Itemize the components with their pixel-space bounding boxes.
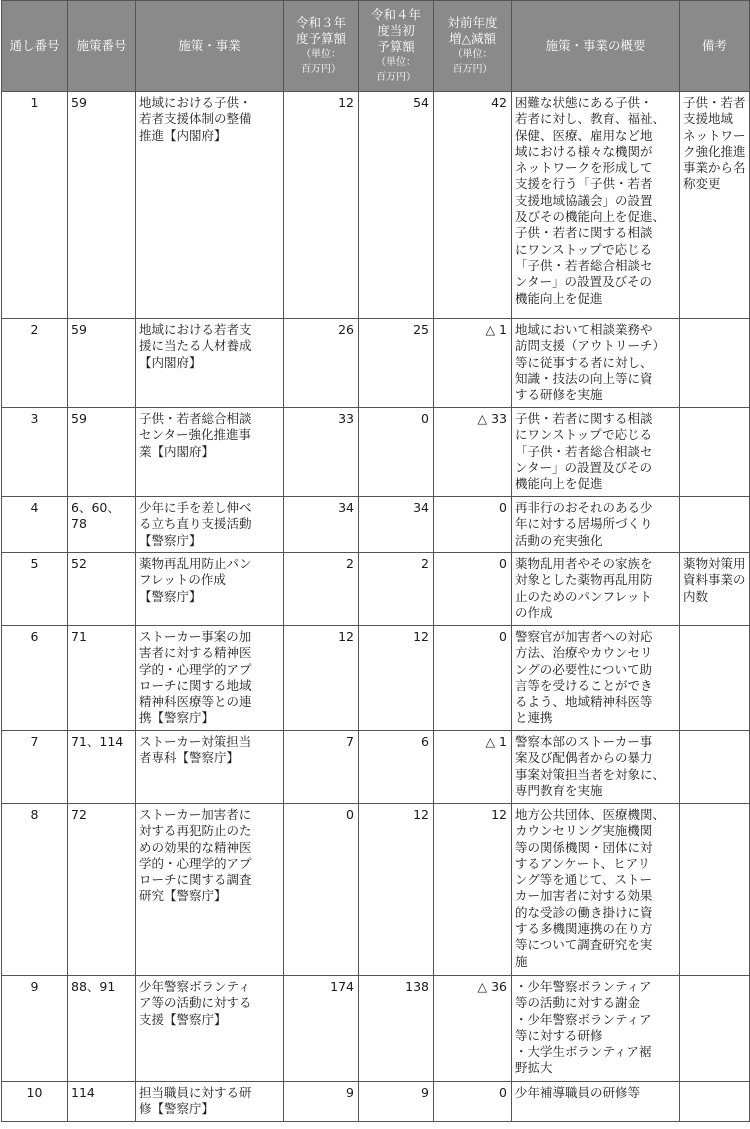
cell-serial-no: 10: [2, 1082, 68, 1122]
table-row: [2, 553, 750, 626]
cell-diff: 0: [434, 497, 512, 553]
cell-note: 子供・若者 支援地域 ネットワー ク強化推進 事業から名 称変更: [680, 92, 750, 319]
cell-r4-budget: 12: [359, 804, 434, 976]
cell-r4-budget: 2: [359, 553, 434, 626]
cell-summary: ・少年警察ボランティア 等の活動に対する謝金 ・少年警察ボランティア 等に対する研修 ・大学生ボランティア裾 野拡大: [512, 976, 680, 1082]
cell-summary: 地方公共団体、医療機関、 カウンセリング実施機関 等の関係機関・団体に対 するアンケート、ヒアリ ング等を通じて、ストー カー加害者に対する効果 的な受診の働き掛けに資 する多機関連携の在り方 等について調査研究を実 施: [512, 804, 680, 976]
cell-measure-name: ストーカー対策担当 者専科【警察庁】: [136, 731, 284, 804]
cell-measure-no: 71、114: [68, 731, 136, 804]
cell-diff: 42: [434, 92, 512, 319]
cell-r3-budget: 0: [284, 804, 359, 976]
cell-r3-budget: 12: [284, 92, 359, 319]
cell-note: [680, 804, 750, 976]
cell-measure-name: 薬物再乱用防止パン フレットの作成 【警察庁】: [136, 553, 284, 626]
cell-note: [680, 976, 750, 1082]
cell-r3-budget: 7: [284, 731, 359, 804]
cell-note: [680, 497, 750, 553]
cell-summary: 警察官が加害者への対応 方法、治療やカウンセリ ングの必要性について助 言等を受けることができ るよう、地域精神科医等 と連携: [512, 626, 680, 731]
cell-r3-budget: 174: [284, 976, 359, 1082]
cell-r4-budget: 54: [359, 92, 434, 319]
cell-measure-name: 少年に手を差し伸べ る立ち直り支援活動 【警察庁】: [136, 497, 284, 553]
budget-table: [1, 0, 750, 1122]
cell-r4-budget: 0: [359, 408, 434, 497]
header-row: [2, 1, 750, 92]
cell-summary: 少年補導職員の研修等: [512, 1082, 680, 1122]
cell-summary: 地域において相談業務や 訪問支援（アウトリーチ） 等に従事する者に対し、 知識・技法の向上等に資 する研修を実施: [512, 319, 680, 408]
cell-serial-no: 5: [2, 553, 68, 626]
table-row: [2, 804, 750, 976]
cell-diff: 12: [434, 804, 512, 976]
cell-r3-budget: 12: [284, 626, 359, 731]
cell-diff: △ 1: [434, 731, 512, 804]
cell-note: [680, 1082, 750, 1122]
cell-diff: △ 36: [434, 976, 512, 1082]
cell-diff: 0: [434, 1082, 512, 1122]
header-summary: 施策・事業の概要: [512, 1, 680, 92]
cell-summary: 再非行のおそれのある少 年に対する居場所づくり 活動の充実強化: [512, 497, 680, 553]
cell-measure-name: 子供・若者総合相談 センター強化推進事 業【内閣府】: [136, 408, 284, 497]
header-diff: 対前年度 増△減額 （単位： 百万円）: [434, 1, 512, 92]
cell-measure-no: 88、91: [68, 976, 136, 1082]
cell-serial-no: 3: [2, 408, 68, 497]
cell-summary: 困難な状態にある子供・ 若者に対し、教育、福祉、 保健、医療、雇用など地 域における様々な機関が ネットワークを形成して 支援を行う「子供・若者 支援地域協議会」の設置 及びその機能向上を促進、 子供・若者に関する相談 にワンストップで応じる 「子供・若者総合相談セ ンター」の設置及びその 機能向上を促進: [512, 92, 680, 319]
cell-summary: 薬物乱用者やその家族を 対象とした薬物再乱用防 止のためのパンフレット の作成: [512, 553, 680, 626]
cell-measure-name: ストーカー加害者に 対する再犯防止のた めの効果的な精神医 学的・心理学的アプ ローチに関する調査 研究【警察庁】: [136, 804, 284, 976]
cell-measure-name: ストーカー事案の加 害者に対する精神医 学的・心理学的アプ ローチに関する地域 精神科医療等との連 携【警察庁】: [136, 626, 284, 731]
cell-measure-name: 担当職員に対する研 修【警察庁】: [136, 1082, 284, 1122]
cell-measure-no: 52: [68, 553, 136, 626]
cell-diff: △ 33: [434, 408, 512, 497]
cell-r3-budget: 26: [284, 319, 359, 408]
cell-note: 薬物対策用 資料事業の 内数: [680, 553, 750, 626]
cell-serial-no: 8: [2, 804, 68, 976]
cell-r4-budget: 12: [359, 626, 434, 731]
cell-measure-name: 地域における子供・ 若者支援体制の整備 推進【内閣府】: [136, 92, 284, 319]
cell-r4-budget: 34: [359, 497, 434, 553]
cell-serial-no: 4: [2, 497, 68, 553]
table-row: [2, 319, 750, 408]
table-row: [2, 408, 750, 497]
cell-measure-name: 少年警察ボランティ ア等の活動に対する 支援【警察庁】: [136, 976, 284, 1082]
cell-summary: 子供・若者に関する相談 にワンストップで応じる 「子供・若者総合相談セ ンター」の設置及びその 機能向上を促進: [512, 408, 680, 497]
header-serial-no: 通し番号: [2, 1, 68, 92]
cell-r4-budget: 138: [359, 976, 434, 1082]
header-measure-no: 施策番号: [68, 1, 136, 92]
cell-note: [680, 408, 750, 497]
cell-measure-no: 59: [68, 408, 136, 497]
cell-r4-budget: 6: [359, 731, 434, 804]
cell-note: [680, 731, 750, 804]
cell-measure-no: 59: [68, 92, 136, 319]
cell-r3-budget: 34: [284, 497, 359, 553]
table-row: [2, 731, 750, 804]
cell-serial-no: 1: [2, 92, 68, 319]
cell-diff: 0: [434, 553, 512, 626]
cell-serial-no: 2: [2, 319, 68, 408]
cell-measure-name: 地域における若者支 援に当たる人材養成 【内閣府】: [136, 319, 284, 408]
cell-measure-no: 59: [68, 319, 136, 408]
cell-summary: 警察本部のストーカー事 案及び配偶者からの暴力 事案対策担当者を対象に、 専門教育を実施: [512, 731, 680, 804]
header-measure-name: 施策・事業: [136, 1, 284, 92]
cell-measure-no: 114: [68, 1082, 136, 1122]
cell-diff: 0: [434, 626, 512, 731]
header-r3-budget: 令和３年 度予算額 （単位： 百万円）: [284, 1, 359, 92]
cell-serial-no: 6: [2, 626, 68, 731]
table-row: [2, 92, 750, 319]
table-row: [2, 976, 750, 1082]
cell-measure-no: 72: [68, 804, 136, 976]
cell-note: [680, 626, 750, 731]
cell-measure-no: 71: [68, 626, 136, 731]
cell-r3-budget: 33: [284, 408, 359, 497]
header-r4-budget: 令和４年 度当初 予算額 （単位： 百万円）: [359, 1, 434, 92]
cell-r3-budget: 2: [284, 553, 359, 626]
cell-serial-no: 9: [2, 976, 68, 1082]
cell-diff: △ 1: [434, 319, 512, 408]
table-row: [2, 626, 750, 731]
cell-note: [680, 319, 750, 408]
cell-r4-budget: 9: [359, 1082, 434, 1122]
table-row: [2, 497, 750, 553]
cell-r4-budget: 25: [359, 319, 434, 408]
cell-serial-no: 7: [2, 731, 68, 804]
cell-r3-budget: 9: [284, 1082, 359, 1122]
table-row: [2, 1082, 750, 1122]
cell-measure-no: 6、60、 78: [68, 497, 136, 553]
header-note: 備考: [680, 1, 750, 92]
